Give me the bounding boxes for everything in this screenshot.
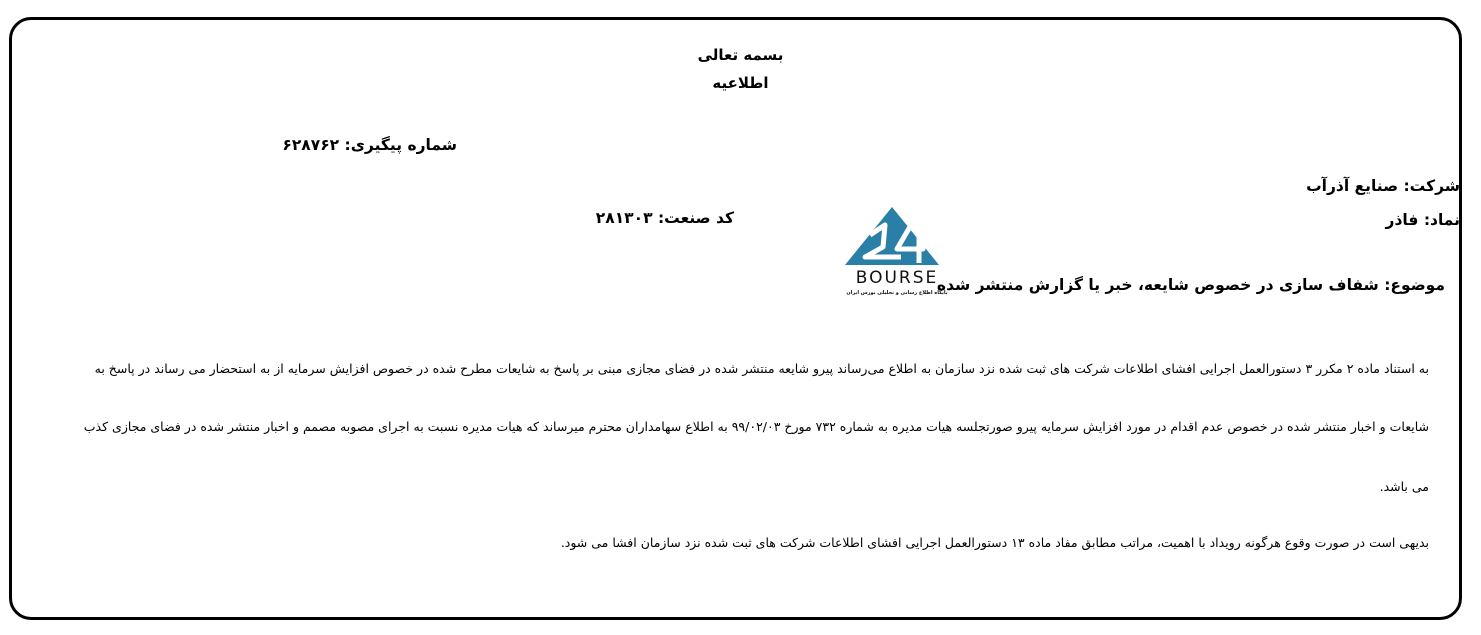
logo-word: BOURSE: [855, 268, 939, 288]
industry-code-value: ۲۸۱۳۰۳: [595, 209, 653, 227]
bourse-logo: [835, 205, 959, 299]
industry-code-label: کد صنعت:: [657, 209, 734, 227]
header-bismillah: بسمه تعالی: [697, 46, 784, 64]
tracking-number: [282, 136, 457, 154]
subject-text: شفاف سازی در خصوص شایعه، خبر یا گزارش منتشر شده: [936, 276, 1379, 294]
document-frame: [9, 17, 1462, 620]
subject-label: موضوع:: [1384, 276, 1445, 294]
header-title: اطلاعیه: [712, 74, 769, 92]
symbol-value: فاذر: [1385, 211, 1419, 229]
subject-line: [937, 276, 1445, 294]
tracking-label: شماره پیگیری:: [344, 136, 457, 154]
industry-code: [596, 209, 734, 227]
body-line-3: می باشد.: [1379, 479, 1429, 494]
body-line-4: بدیهی است در صورت وقوع هرگونه رویداد با اهمیت، مراتب مطابق مفاد ماده ۱۳ دستورالعمل اجرایی افشای اطلاعات شرکت های ثبت شده نزد سازمان افشا می شود.: [560, 535, 1429, 550]
tracking-value: ۶۲۸۷۶۲: [282, 136, 340, 154]
symbol-line: [1386, 211, 1460, 229]
body-line-1: به استناد ماده ۲ مکرر ۳ دستورالعمل اجرایی افشای اطلاعات شرکت های ثبت شده نزد سازمان به اطلاع می‌رساند پیرو شایعه منتشر شده در فضای مجازی مبنی بر پاسخ به شایعات مطرح شده در خصوص افزایش سرمایه از به استحضار می رساند در پاسخ به: [94, 361, 1429, 376]
symbol-label: نماد:: [1423, 211, 1460, 229]
company-line: [1306, 177, 1460, 195]
company-label: شرکت:: [1403, 177, 1460, 195]
logo-caption: پایگاه اطلاع رسانی و تحلیلی بورس ایران: [846, 290, 948, 296]
company-name: صنایع آذرآب: [1306, 177, 1399, 195]
body-line-2: شایعات و اخبار منتشر شده در خصوص عدم اقدام در مورد افزایش سرمایه پیرو صورتجلسه هیات مدیره به شماره ۷۳۲ مورخ ۹۹/۰۲/۰۳ به اطلاع سهامداران محترم میرساند که هیات مدیره نسبت به اجرای مصوبه مصمم و اخبار منتشر شده در فضای مجازی کذب: [83, 419, 1429, 434]
